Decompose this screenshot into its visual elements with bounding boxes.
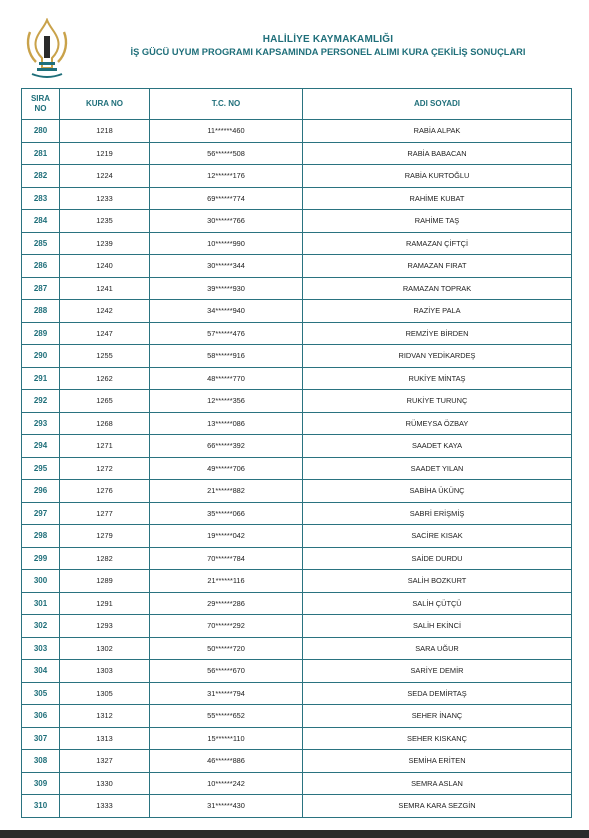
sira-no-cell: 282 [22, 165, 60, 188]
table-row [22, 592, 572, 615]
adi-soyadi-cell: SEMİHA ERİTEN [303, 750, 572, 773]
table-row [22, 345, 572, 368]
sira-no-cell: 297 [22, 502, 60, 525]
table-row [22, 637, 572, 660]
adi-soyadi-cell: SAADET KAYA [303, 435, 572, 458]
table-row [22, 502, 572, 525]
tc-no-cell: 69******774 [150, 187, 303, 210]
adi-soyadi-cell: REMZİYE BİRDEN [303, 322, 572, 345]
adi-soyadi-cell: RÜMEYSA ÖZBAY [303, 412, 572, 435]
table-row [22, 615, 572, 638]
tc-no-cell: 10******990 [150, 232, 303, 255]
sira-no-cell: 289 [22, 322, 60, 345]
kura-no-cell: 1219 [60, 142, 150, 165]
sira-no-cell: 301 [22, 592, 60, 615]
sira-no-cell: 304 [22, 660, 60, 683]
adi-soyadi-cell: SAİDE DURDU [303, 547, 572, 570]
tc-no-cell: 31******794 [150, 682, 303, 705]
tc-no-cell: 48******770 [150, 367, 303, 390]
sira-no-cell: 292 [22, 390, 60, 413]
tc-no-cell: 19******042 [150, 525, 303, 548]
kura-no-cell: 1262 [60, 367, 150, 390]
tc-no-cell: 31******430 [150, 795, 303, 818]
sira-no-cell: 307 [22, 727, 60, 750]
table-row [22, 457, 572, 480]
table-row [22, 367, 572, 390]
tc-no-cell: 29******286 [150, 592, 303, 615]
table-row [22, 727, 572, 750]
table-row [22, 300, 572, 323]
adi-soyadi-cell: SARA UĞUR [303, 637, 572, 660]
table-row [22, 210, 572, 233]
table-row [22, 322, 572, 345]
table-row [22, 390, 572, 413]
tc-no-cell: 70******292 [150, 615, 303, 638]
kura-no-cell: 1312 [60, 705, 150, 728]
kura-no-cell: 1303 [60, 660, 150, 683]
tc-no-cell: 55******652 [150, 705, 303, 728]
tc-no-cell: 56******508 [150, 142, 303, 165]
tc-no-cell: 66******392 [150, 435, 303, 458]
adi-soyadi-cell: SALİH BOZKURT [303, 570, 572, 593]
adi-soyadi-cell: SALİH ÇÜTÇÜ [303, 592, 572, 615]
tc-no-cell: 34******940 [150, 300, 303, 323]
adi-soyadi-cell: SACİRE KISAK [303, 525, 572, 548]
tc-no-cell: 12******176 [150, 165, 303, 188]
sira-no-cell: 281 [22, 142, 60, 165]
tc-no-cell: 57******476 [150, 322, 303, 345]
page-header [0, 0, 589, 86]
adi-soyadi-cell: SABRİ ERİŞMİŞ [303, 502, 572, 525]
sira-no-cell: 308 [22, 750, 60, 773]
tc-no-cell: 12******356 [150, 390, 303, 413]
kura-no-cell: 1305 [60, 682, 150, 705]
tc-no-cell: 30******344 [150, 255, 303, 278]
table-row [22, 142, 572, 165]
adi-soyadi-cell: SARİYE DEMİR [303, 660, 572, 683]
table-row [22, 772, 572, 795]
sira-no-cell: 280 [22, 120, 60, 143]
kura-no-cell: 1224 [60, 165, 150, 188]
kura-no-cell: 1276 [60, 480, 150, 503]
kura-no-cell: 1333 [60, 795, 150, 818]
haliliye-logo-icon [24, 18, 70, 80]
table-row [22, 660, 572, 683]
kura-no-cell: 1291 [60, 592, 150, 615]
kura-no-cell: 1277 [60, 502, 150, 525]
sira-no-cell: 310 [22, 795, 60, 818]
tc-no-cell: 21******116 [150, 570, 303, 593]
adi-soyadi-cell: RABİA KURTOĞLU [303, 165, 572, 188]
table-row [22, 187, 572, 210]
kura-no-cell: 1271 [60, 435, 150, 458]
sira-no-cell: 294 [22, 435, 60, 458]
table-row [22, 165, 572, 188]
adi-soyadi-cell: RABİA ALPAK [303, 120, 572, 143]
tc-no-cell: 35******066 [150, 502, 303, 525]
sira-no-cell: 302 [22, 615, 60, 638]
adi-soyadi-cell: SEMRA KARA SEZGİN [303, 795, 572, 818]
tc-no-cell: 56******670 [150, 660, 303, 683]
sira-no-cell: 285 [22, 232, 60, 255]
col-header-tc-no: T.C. NO [150, 89, 303, 120]
kura-no-cell: 1240 [60, 255, 150, 278]
sira-no-cell: 300 [22, 570, 60, 593]
sira-no-cell: 288 [22, 300, 60, 323]
adi-soyadi-cell: SEHER İNANÇ [303, 705, 572, 728]
page-bottom-bar [0, 830, 589, 838]
adi-soyadi-cell: SAADET YILAN [303, 457, 572, 480]
kura-no-cell: 1247 [60, 322, 150, 345]
table-row [22, 547, 572, 570]
adi-soyadi-cell: RAMAZAN TOPRAK [303, 277, 572, 300]
kura-no-cell: 1313 [60, 727, 150, 750]
sira-no-cell: 303 [22, 637, 60, 660]
page-title: HALİLİYE KAYMAKAMLIĞI [262, 34, 394, 45]
tc-no-cell: 10******242 [150, 772, 303, 795]
tc-no-cell: 49******706 [150, 457, 303, 480]
table-row [22, 750, 572, 773]
table-row [22, 232, 572, 255]
sira-no-cell: 290 [22, 345, 60, 368]
kura-no-cell: 1242 [60, 300, 150, 323]
page-subtitle: İŞ GÜCÜ UYUM PROGRAMI KAPSAMINDA PERSONEL ALIMI KURA ÇEKİLİŞ SONUÇLARI [130, 47, 526, 57]
table-header-row [22, 89, 572, 120]
kura-no-cell: 1302 [60, 637, 150, 660]
table-row [22, 120, 572, 143]
kura-no-cell: 1293 [60, 615, 150, 638]
kura-no-cell: 1327 [60, 750, 150, 773]
tc-no-cell: 13******086 [150, 412, 303, 435]
table-row [22, 525, 572, 548]
kura-no-cell: 1289 [60, 570, 150, 593]
table-row [22, 480, 572, 503]
adi-soyadi-cell: SABİHA ÜKÜNÇ [303, 480, 572, 503]
adi-soyadi-cell: RAHİME TAŞ [303, 210, 572, 233]
table-row [22, 682, 572, 705]
sira-no-cell: 291 [22, 367, 60, 390]
tc-no-cell: 15******110 [150, 727, 303, 750]
kura-no-cell: 1330 [60, 772, 150, 795]
adi-soyadi-cell: RAHİME KUBAT [303, 187, 572, 210]
table-row [22, 570, 572, 593]
sira-no-cell: 283 [22, 187, 60, 210]
sira-no-cell: 295 [22, 457, 60, 480]
sira-no-cell: 284 [22, 210, 60, 233]
adi-soyadi-cell: RUKİYE MİNTAŞ [303, 367, 572, 390]
table-row [22, 435, 572, 458]
col-header-adi-soyadi: ADI SOYADI [303, 89, 572, 120]
sira-no-cell: 309 [22, 772, 60, 795]
adi-soyadi-cell: RIDVAN YEDİKARDEŞ [303, 345, 572, 368]
kura-no-cell: 1265 [60, 390, 150, 413]
kura-no-cell: 1233 [60, 187, 150, 210]
adi-soyadi-cell: SEDA DEMİRTAŞ [303, 682, 572, 705]
results-table [21, 88, 572, 818]
col-header-kura-no: KURA NO [60, 89, 150, 120]
sira-no-cell: 298 [22, 525, 60, 548]
kura-no-cell: 1272 [60, 457, 150, 480]
sira-no-cell: 296 [22, 480, 60, 503]
table-row [22, 705, 572, 728]
table-row [22, 255, 572, 278]
kura-no-cell: 1282 [60, 547, 150, 570]
sira-no-cell: 286 [22, 255, 60, 278]
adi-soyadi-cell: SEHER KISKANÇ [303, 727, 572, 750]
tc-no-cell: 30******766 [150, 210, 303, 233]
sira-no-cell: 293 [22, 412, 60, 435]
sira-no-cell: 287 [22, 277, 60, 300]
sira-no-cell: 299 [22, 547, 60, 570]
kura-no-cell: 1279 [60, 525, 150, 548]
adi-soyadi-cell: SEMRA ASLAN [303, 772, 572, 795]
adi-soyadi-cell: RAMAZAN ÇİFTÇİ [303, 232, 572, 255]
sira-no-cell: 305 [22, 682, 60, 705]
tc-no-cell: 46******886 [150, 750, 303, 773]
adi-soyadi-cell: RABİA BABACAN [303, 142, 572, 165]
adi-soyadi-cell: RAMAZAN FIRAT [303, 255, 572, 278]
adi-soyadi-cell: SALİH EKİNCİ [303, 615, 572, 638]
tc-no-cell: 11******460 [150, 120, 303, 143]
tc-no-cell: 39******930 [150, 277, 303, 300]
kura-no-cell: 1235 [60, 210, 150, 233]
kura-no-cell: 1255 [60, 345, 150, 368]
adi-soyadi-cell: RUKİYE TURUNÇ [303, 390, 572, 413]
table-body [22, 120, 572, 818]
table-row [22, 412, 572, 435]
col-header-sira-no: SIRA NO [22, 89, 60, 120]
sira-no-cell: 306 [22, 705, 60, 728]
kura-no-cell: 1239 [60, 232, 150, 255]
table-row [22, 795, 572, 818]
kura-no-cell: 1268 [60, 412, 150, 435]
kura-no-cell: 1241 [60, 277, 150, 300]
tc-no-cell: 70******784 [150, 547, 303, 570]
tc-no-cell: 58******916 [150, 345, 303, 368]
adi-soyadi-cell: RAZİYE PALA [303, 300, 572, 323]
tc-no-cell: 50******720 [150, 637, 303, 660]
kura-no-cell: 1218 [60, 120, 150, 143]
table-row [22, 277, 572, 300]
tc-no-cell: 21******882 [150, 480, 303, 503]
